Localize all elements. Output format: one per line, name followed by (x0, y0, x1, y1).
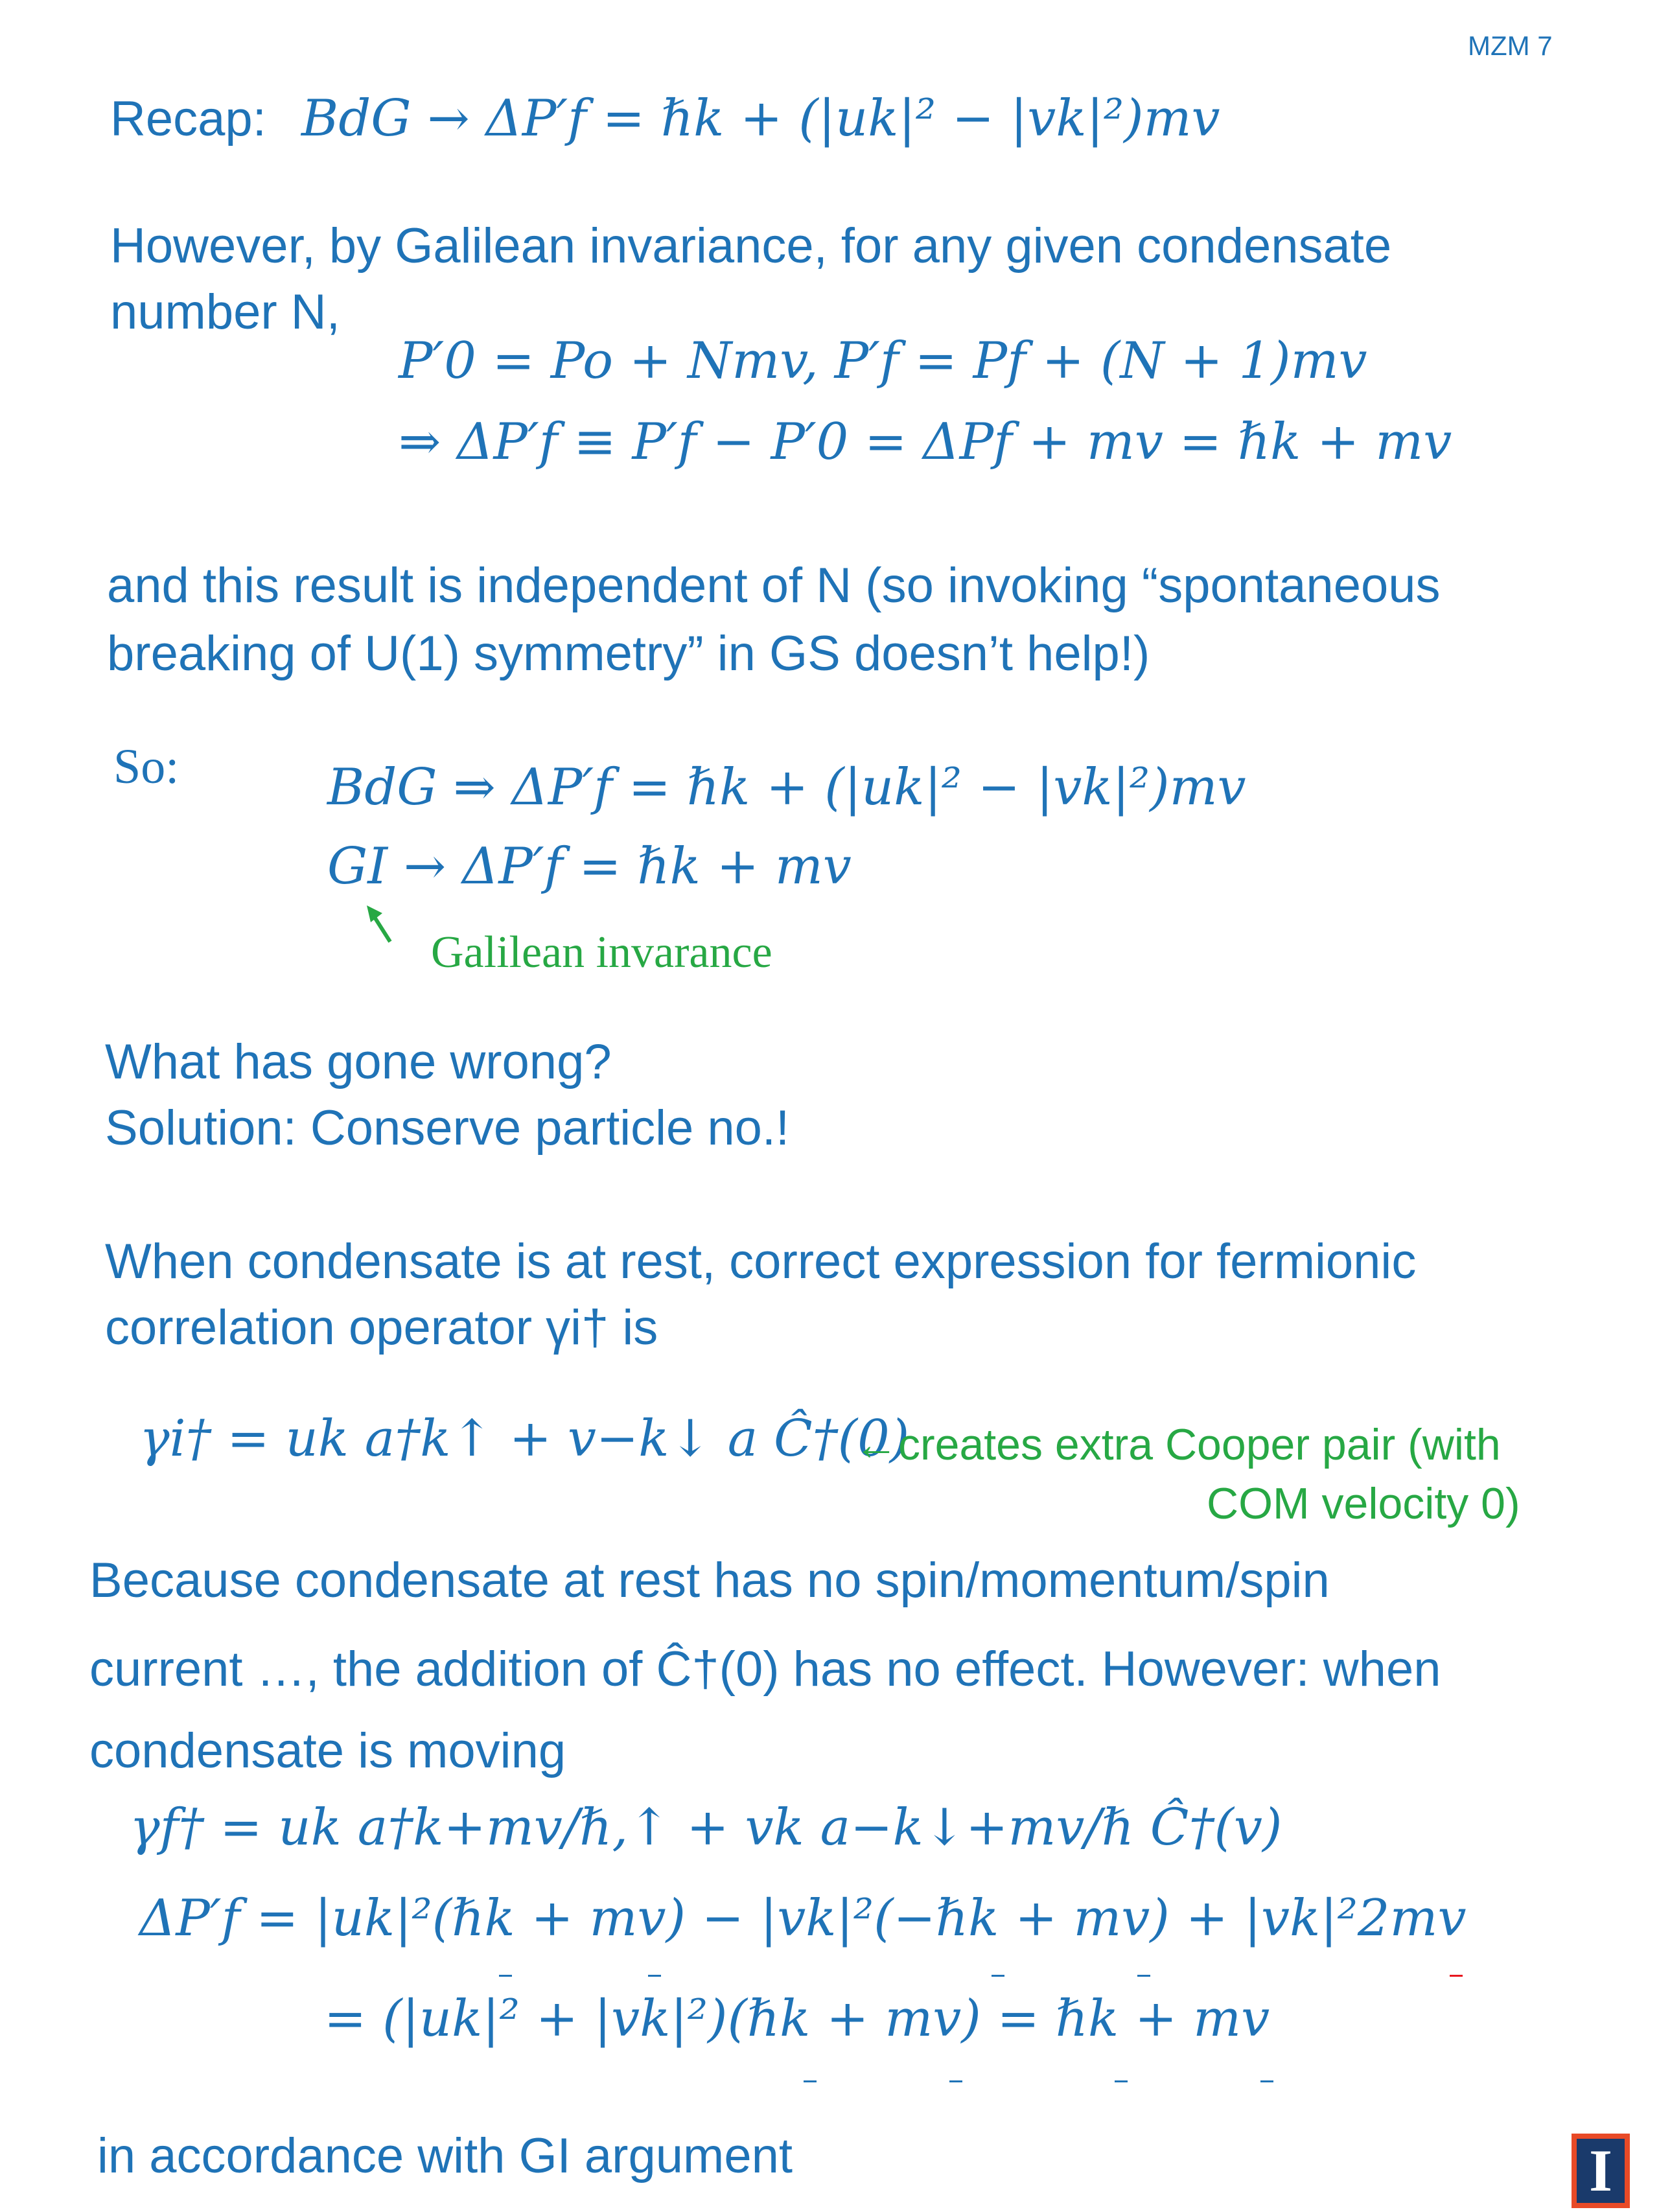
so-label: So: (113, 739, 180, 794)
paragraph-rest-line1: When condensate is at rest, correct expression for fermionic (105, 1234, 1417, 1289)
underbar-mark (648, 1975, 661, 1977)
underbar-mark (499, 1975, 512, 1977)
recap-label: Recap: (110, 91, 266, 146)
university-logo-icon (1572, 2134, 1630, 2208)
question-line1: What has gone wrong? (105, 1034, 612, 1089)
question-line2: Solution: Conserve particle no.! (105, 1100, 790, 1156)
underbar-mark (949, 2080, 962, 2082)
paragraph-moving-line2: current …, the addition of Ĉ†(0) has no effect. However: when (89, 1642, 1441, 1697)
paragraph-moving-line1: Because condensate at rest has no spin/momentum/spin (89, 1553, 1330, 1608)
underbar-mark (804, 2080, 817, 2082)
cooper-pair-note-line2: COM velocity 0) (1207, 1479, 1520, 1528)
galilean-equation-2: ⇒ ΔP′f ≡ P′f − P′0 = ΔPf + mv = ℏk + mv (399, 413, 1452, 471)
gamma-f-equation: γf† = uk a†k+mv/ℏ,↑ + vk a−k↓+mv/ℏ Ĉ†(v) (130, 1799, 1282, 1857)
galilean-equation-1: P′0 = Po + Nmv, P′f = Pf + (N + 1)mv (399, 332, 1367, 390)
paragraph-galilean-line2: number N, (110, 285, 340, 340)
underbar-mark (992, 1975, 1004, 1977)
underbar-mark (1115, 2080, 1128, 2082)
underbar-mark (1450, 1975, 1463, 1977)
bdg-equation: BdG ⇒ ΔP′f = ℏk + (|uk|² − |vk|²)mv (327, 758, 1246, 817)
paragraph-galilean-line1: However, by Galilean invariance, for any given condensate (110, 218, 1392, 274)
paragraph-rest-line2: correlation operator γi† is (105, 1300, 658, 1355)
galilean-note: Galilean invarance (431, 927, 772, 977)
logo-letter: I (1589, 2137, 1612, 2204)
footer-text: in accordance with GI argument (97, 2128, 793, 2183)
underbar-mark (1137, 1975, 1150, 1977)
delta-p-equation-1: ΔP′f = |uk|²(ℏk + mv) − |vk|²(−ℏk + mv) + |vk|²2mv (139, 1889, 1467, 1948)
paragraph-moving-line3: condensate is moving (89, 1723, 566, 1778)
slide-label: MZM 7 (1468, 30, 1553, 61)
gi-equation: GI → ΔP′f = ℏk + mv (327, 837, 852, 896)
gamma-i-equation: γi† = uk a†k↑ + v−k↓ a Ĉ†(0) (139, 1410, 910, 1468)
paragraph-result-line2: breaking of U(1) symmetry” in GS doesn’t help!) (107, 626, 1150, 681)
cooper-pair-note-line1: ←creates extra Cooper pair (with (854, 1420, 1501, 1469)
arrow-icon (363, 904, 402, 949)
recap-equation: BdG → ΔP′f = ℏk + (|uk|² − |vk|²)mv (301, 89, 1220, 148)
delta-p-equation-2: = (|uk|² + |vk|²)(ℏk + mv) = ℏk + mv (324, 1990, 1270, 2048)
underbar-mark (1260, 2080, 1273, 2082)
paragraph-result-line1: and this result is independent of N (so invoking “spontaneous (107, 558, 1441, 613)
